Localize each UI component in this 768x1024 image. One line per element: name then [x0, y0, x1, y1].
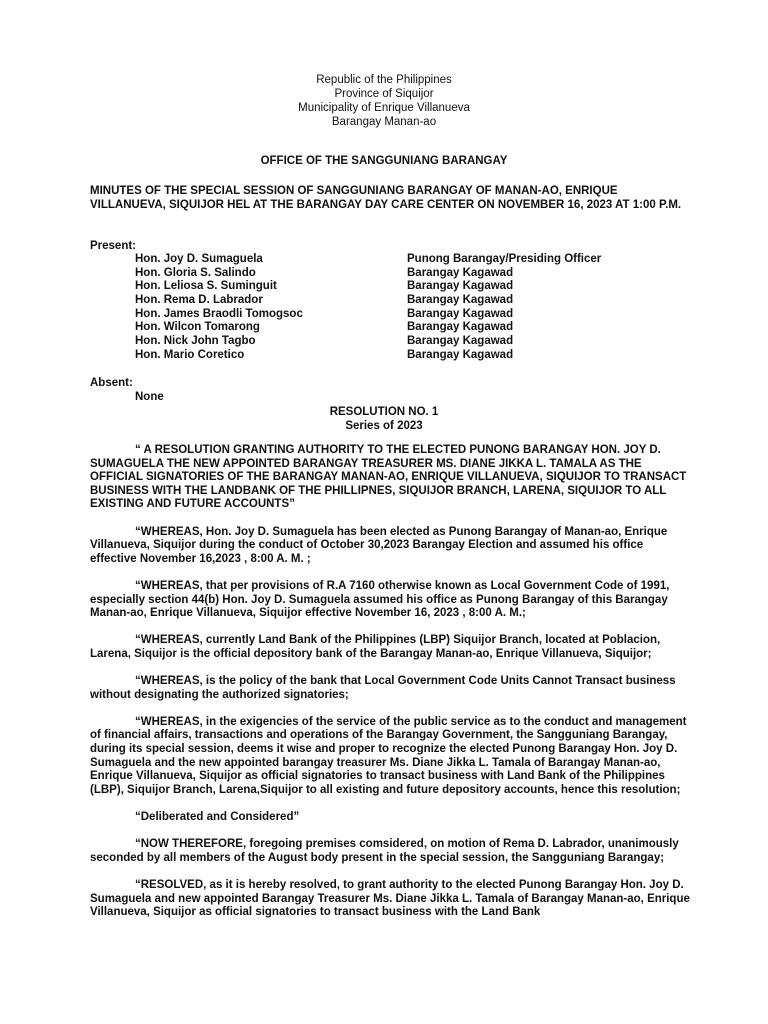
resolution-heading: [0, 405, 768, 433]
attendee-list: [135, 253, 655, 363]
attendee-role: Barangay Kagawad: [407, 321, 514, 334]
whereas-paragraph: “WHEREAS, in the exigencies of the service of the public service as to the conduct and management of financial affairs, transactions and operations of the Barangay Government, the Sangguniang Barangay, during its special session, deems it wise and proper to recognize the elected Punong Barangay Hon. Joy D. Sumaguela and the new appointed barangay treasurer Ms. Diane Jikka L. Tamala of Barangay Manan-ao, Enrique Villanueva, Siquijor as official signatories to transact business with Land Bank of the Philippines (LBP), Siquijor Branch, Larena,Siquijor to all existing and future depository accounts, hence this resolution;: [90, 715, 687, 796]
attendee-row: [135, 280, 655, 294]
office-title: OFFICE OF THE SANGGUNIANG BARANGAY: [260, 155, 508, 167]
attendee-row: [135, 294, 655, 308]
header-country: Republic of the Philippines: [316, 74, 452, 86]
attendee-role: Barangay Kagawad: [407, 266, 514, 279]
attendee-row: [135, 335, 655, 349]
attendee-row: [135, 253, 655, 267]
deliberated-paragraph: “Deliberated and Considered”: [135, 811, 300, 824]
whereas-paragraph: “WHEREAS, Hon. Joy D. Sumaguela has been elected as Punong Barangay of Manan-ao, Enrique Villanueva, Siquijor during the conduct of October 30,2023 Barangay Election and assumed his office effective November 16,2023 , 8:00 A. M. ;: [90, 525, 668, 565]
attendee-name: Hon. Wilcon Tomarong: [135, 321, 260, 334]
letterhead: [0, 73, 768, 129]
attendee-row: [135, 321, 655, 335]
attendee-role: Barangay Kagawad: [407, 335, 514, 348]
attendee-row: [135, 308, 655, 322]
attendee-name: Hon. Joy D. Sumaguela: [135, 253, 263, 265]
now-therefore-paragraph: “NOW THEREFORE, foregoing premises comsidered, on motion of Rema D. Labrador, unanimously seconded by all members of the August body present in the special session, the Sangguniang Barangay;: [90, 838, 679, 864]
whereas-paragraph: “WHEREAS, is the policy of the bank that Local Government Code Units Cannot Transact business without designating the authorized signatories;: [90, 675, 676, 701]
resolution-body: [90, 444, 690, 933]
header-municipality: Municipality of Enrique Villanueva: [298, 102, 470, 114]
attendee-role: Barangay Kagawad: [407, 348, 514, 361]
attendee-role: Barangay Kagawad: [407, 280, 514, 293]
whereas-paragraph: “WHEREAS, currently Land Bank of the Philippines (LBP) Siquijor Branch, located at Poblacion, Larena, Siquijor is the official depository bank of the Barangay Manan-ao, Enrique Villanueva, Siquijor;: [90, 634, 661, 660]
resolved-paragraph: “RESOLVED, as it is hereby resolved, to grant authority to the elected Punong Barangay Hon. Joy D. Sumaguela and new appointed Barangay Treasurer Ms. Diane Jikka L. Tamala of Barangay Manan-ao, Enrique Villanueva, Siquijor as official signatories to transact business with the Land Bank: [90, 879, 690, 919]
absent-value: None: [135, 391, 164, 403]
attendee-role: Barangay Kagawad: [407, 294, 514, 307]
attendee-name: Hon. James Braodli Tomogsoc: [135, 307, 303, 320]
header-barangay: Barangay Manan-ao: [331, 116, 437, 128]
attendee-name: Hon. Gloria S. Salindo: [135, 266, 256, 279]
attendee-name: Hon. Nick John Tagbo: [135, 335, 256, 348]
whereas-paragraph: “WHEREAS, that per provisions of R.A 7160 otherwise known as Local Government Code of 1991, especially section 44(b) Hon. Joy D. Sumaguela assumed his office as Punong Barangay of this Barangay Manan-ao, Enrique Villanueva, Siquijor effective November 16, 2023 , 8:00 A. M.;: [90, 579, 670, 620]
absent-label: Absent:: [90, 377, 133, 389]
attendee-row: [135, 349, 655, 363]
header-province: Province of Siquijor: [334, 88, 434, 100]
present-label: Present:: [90, 240, 137, 252]
attendee-role: Punong Barangay/Presiding Officer: [407, 253, 602, 265]
resolution-title-paragraph: “ A RESOLUTION GRANTING AUTHORITY TO THE ELECTED PUNONG BARANGAY HON. JOY D. SUMAGUELA THE NEW APPOINTED BARANGAY TREASURER MS. DIANE JIKKA L. TAMALA AS THE OFFICIAL SIGNATORIES OF THE BARANGAY MANAN-AO, ENRIQUE VILLANUEVA, SIQUIJOR TO TRANSACT BUSINESS WITH THE LANDBANK OF THE PHILLIPNES, SIQUIJOR BRANCH, LARENA, SIQUIJOR TO ALL EXISTING AND FUTURE ACCOUNTS”: [90, 444, 687, 511]
attendee-row: [135, 267, 655, 281]
resolution-series: Series of 2023: [345, 420, 423, 432]
attendee-name: Hon. Mario Coretico: [135, 348, 245, 361]
resolution-number: RESOLUTION NO. 1: [329, 406, 439, 418]
attendee-role: Barangay Kagawad: [407, 307, 514, 320]
attendee-name: Hon. Rema D. Labrador: [135, 294, 263, 307]
minutes-title: MINUTES OF THE SPECIAL SESSION OF SANGGUNIANG BARANGAY OF MANAN-AO, ENRIQUE VILLANUEVA, SIQUIJOR HEL AT THE BARANGAY DAY CARE CENTER ON NOVEMBER 16, 2023 AT 1:00 P.M.: [90, 185, 682, 211]
attendee-name: Hon. Leliosa S. Suminguit: [135, 280, 277, 293]
